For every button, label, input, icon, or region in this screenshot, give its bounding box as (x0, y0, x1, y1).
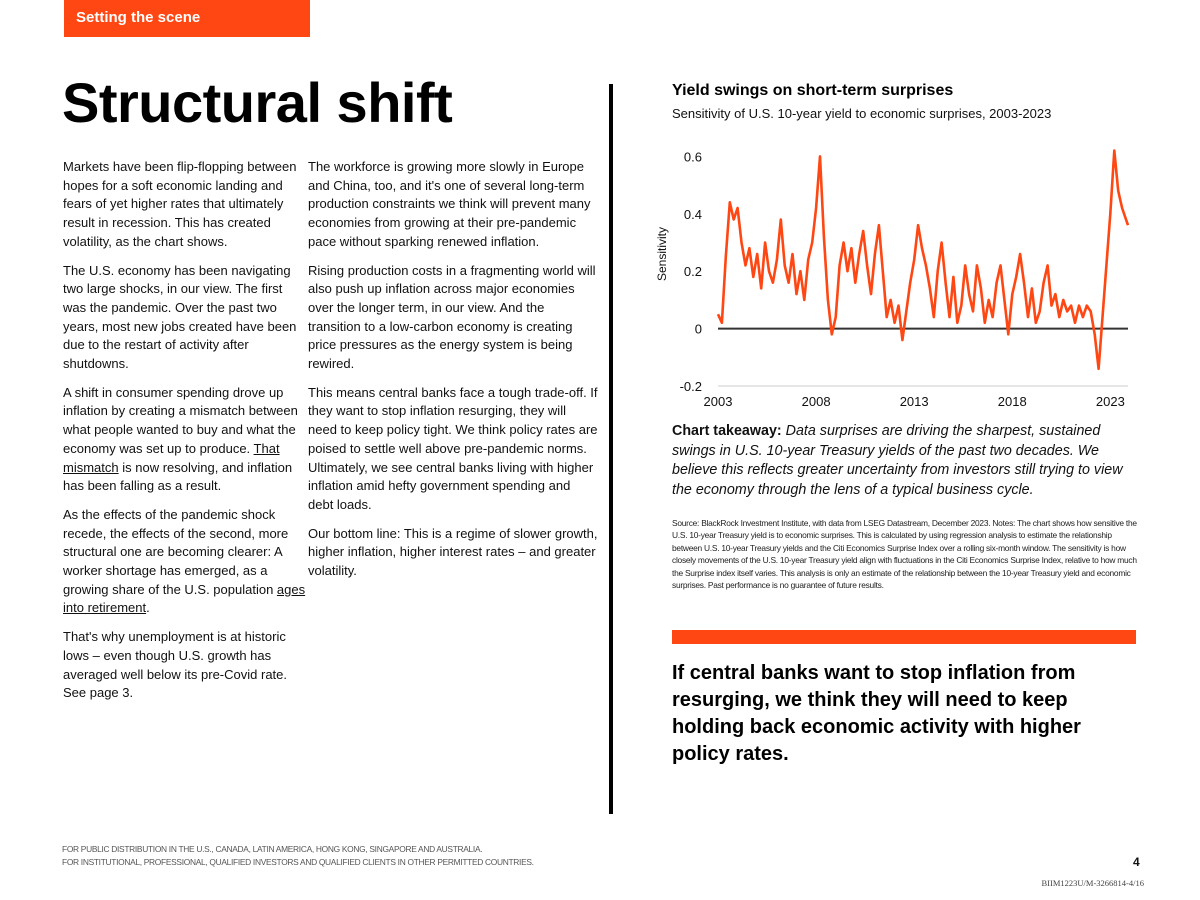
y-tick-label: -0.2 (679, 379, 702, 394)
paragraph: The U.S. economy has been navigating two large shocks, in our view. The first was the pandemic. Over the past two years, most new jobs created have been due to the restart of activity after shutdowns. (63, 262, 297, 372)
footer-disclaimer (62, 843, 534, 869)
chart-takeaway (672, 422, 1142, 500)
x-tick-label: 2003 (703, 394, 733, 409)
body-column-1 (63, 158, 307, 713)
paragraph: The workforce is growing more slowly in Europe and China, too, and it's one of several long-term production constraints we think will prevent many economies from growing at their pre-pandemic pace without sparking renewed inflation. (308, 159, 591, 249)
sensitivity-series-line (718, 151, 1128, 369)
paragraph-text: A shift in consumer spending drove up inflation by creating a mismatch between what people wanted to buy and what the economy was set up to produce. (63, 384, 298, 456)
retirement-link[interactable]: ages into retirement (63, 581, 306, 616)
section-tag: Setting the scene (64, 0, 310, 37)
x-tick-label: 2008 (801, 394, 831, 409)
takeaway-label: Chart takeaway: (672, 423, 782, 439)
y-tick-label: 0.4 (683, 206, 702, 222)
paragraph: Markets have been flip-flopping between hopes for a soft economic landing and fears of yet higher rates that ultimately result in recession. This has created volatility, as the chart shows. (63, 159, 297, 249)
mismatch-link[interactable]: That mismatch (63, 440, 280, 475)
paragraph: Rising production costs in a fragmenting world will also push up inflation across major economies over the longer term, in our view. And the transition to a low-carbon economy is creating price pressures as the energy system is being rewired. (308, 262, 596, 372)
accent-rule (672, 630, 1136, 644)
chart-subtitle: Sensitivity of U.S. 10-year yield to economic surprises, 2003-2023 (672, 106, 1052, 121)
sensitivity-line-chart (640, 130, 1140, 415)
page-number: 4 (1133, 855, 1140, 869)
y-tick-label: 0.6 (683, 149, 702, 165)
paragraph-text: is now resolving, and inflation has been falling as a result. (63, 459, 293, 494)
source-note: Source: BlackRock Investment Institute, with data from LSEG Datastream, December 2023. Notes: The chart shows how sensitive the U.S. 10-year Treasury yield is to economic surprises. This is calculated by using regression analysis to estimate the relationship between U.S. 10-year Treasury yields and the Citi Economics Surprise Index over a rolling six-month window. The sensitivity is how closely movements of the U.S. 10-year Treasury yield align with fluctuations in the Citi Economics Surprise Index, relative to how much the Surprise index itself varies. This analysis is only an estimate of the relationship between the 10-year Treasury yield and economic surprises. Past performance is no guarantee of future results. (672, 518, 1137, 591)
takeaway-text: Data surprises are driving the sharpest, sustained swings in U.S. 10-year Treasury yields of the past two decades. We believe this reflects greater uncertainty from investors still trying to view the economy through the lens of a typical business cycle. (672, 423, 1123, 498)
paragraph: This means central banks face a tough trade-off. If they want to stop inflation resurging, they will need to keep policy tight. We think policy rates are poised to settle well above pre-pandemic norms. Ultimately, we see central banks living with higher inflation amid hefty government spending and debt loads. (308, 384, 598, 512)
footer-line-1: FOR PUBLIC DISTRIBUTION IN THE U.S., CANADA, LATIN AMERICA, HONG KONG, SINGAPORE AND AUSTRALIA. (62, 844, 483, 854)
paragraph (63, 384, 307, 496)
y-tick-label: 0 (694, 321, 702, 337)
y-tick-label: 0.2 (683, 264, 702, 280)
x-tick-label: 2018 (997, 394, 1027, 409)
paragraph: That's why unemployment is at historic lows – even though U.S. growth has averaged well below its pre-Covid rate. See page 3. (63, 629, 287, 701)
vertical-divider (609, 84, 613, 814)
pull-quote: If central banks want to stop inflation from resurging, we think they will need to keep holding back economic activity with higher policy rates. (672, 662, 1081, 765)
paragraph-text: . (146, 600, 150, 616)
document-id: BIIM1223U/M-3266814-4/16 (1041, 878, 1144, 888)
paragraph-text: As the effects of the pandemic shock recede, the effects of the second, more structural one are becoming clearer: A worker shortage has emerged, as a growing share of the U.S. population (63, 506, 289, 597)
footer-line-2: FOR INSTITUTIONAL, PROFESSIONAL, QUALIFIED INVESTORS AND QUALIFIED CLIENTS IN OTHER PERMITTED COUNTRIES. (62, 857, 534, 867)
x-tick-label: 2023 (1095, 394, 1125, 409)
paragraph (63, 506, 307, 618)
y-axis-label: Sensitivity (655, 226, 669, 282)
body-column-2 (308, 158, 598, 591)
paragraph: Our bottom line: This is a regime of slower growth, higher inflation, higher interest rates – and greater volatility. (308, 525, 598, 579)
x-tick-label: 2013 (899, 394, 929, 409)
chart-title: Yield swings on short-term surprises (672, 82, 954, 99)
page-title: Structural shift (62, 71, 453, 134)
